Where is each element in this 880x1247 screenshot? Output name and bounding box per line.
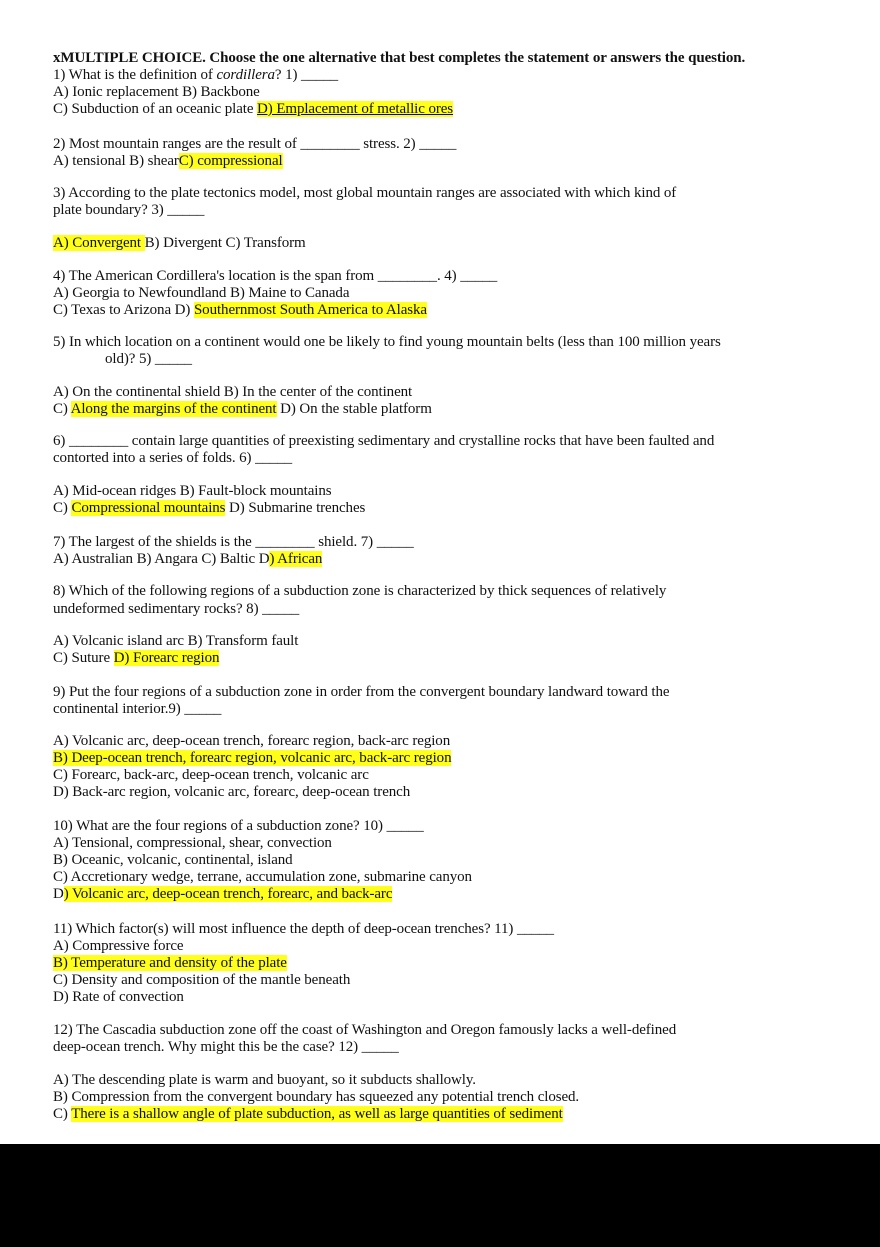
question-5-stem-line2: old)? 5) _____ <box>105 351 192 367</box>
question-6-stem-line2: contorted into a series of folds. 6) _____ <box>53 450 293 466</box>
question-9-option-d: D) Back-arc region, volcanic arc, forearc, deep-ocean trench <box>53 784 411 800</box>
question-11-option-c: C) Density and composition of the mantle beneath <box>53 972 351 988</box>
question-9-stem-line2: continental interior.9) _____ <box>53 701 222 717</box>
question-3-stem-line1: 3) According to the plate tectonics model, most global mountain ranges are associated with which kind of <box>53 185 677 201</box>
question-8-answer-highlight: D) Forearc region <box>113 650 220 666</box>
question-9-option-a: A) Volcanic arc, deep-ocean trench, forearc region, back-arc region <box>53 733 451 749</box>
question-2-options: A) tensional B) shearC) compressional <box>53 153 283 169</box>
question-11-option-a: A) Compressive force <box>53 938 184 954</box>
question-9-option-c: C) Forearc, back-arc, deep-ocean trench, volcanic arc <box>53 767 369 783</box>
question-12-option-c: C) There is a shallow angle of plate subduction, as well as large quantities of sediment <box>53 1106 563 1122</box>
question-10-option-d: D) Volcanic arc, deep-ocean trench, forearc, and back-arc <box>53 886 393 902</box>
question-6-options-cd: C) Compressional mountains D) Submarine trenches <box>53 500 366 516</box>
question-11-option-b <box>53 955 287 972</box>
question-10-answer-highlight: ) Volcanic arc, deep-ocean trench, forearc, and back-arc <box>63 886 393 902</box>
question-5-options-cd: C) Along the margins of the continent D) On the stable platform <box>53 401 432 417</box>
question-2-stem: 2) Most mountain ranges are the result of ________ stress. 2) _____ <box>53 136 457 152</box>
question-3-options: A) Convergent B) Divergent C) Transform <box>53 235 306 251</box>
question-10-stem: 10) What are the four regions of a subduction zone? 10) _____ <box>53 818 424 834</box>
question-1-options-cd: C) Subduction of an oceanic plate D) Emplacement of metallic ores <box>53 101 454 117</box>
question-8-options-cd: C) Suture D) Forearc region <box>53 650 220 666</box>
question-3-stem-line2: plate boundary? 3) _____ <box>53 202 205 218</box>
question-10-option-a: A) Tensional, compressional, shear, convection <box>53 835 332 851</box>
question-2-answer-highlight: C) compressional <box>178 153 283 169</box>
question-10-option-b: B) Oceanic, volcanic, continental, island <box>53 852 293 868</box>
section-header: xMULTIPLE CHOICE. Choose the one alternative that best completes the statement or answers the question. <box>53 50 746 66</box>
question-5-options-ab: A) On the continental shield B) In the center of the continent <box>53 384 413 400</box>
question-7-options: A) Australian B) Angara C) Baltic D) African <box>53 551 323 567</box>
question-1-answer-highlight: D) Emplacement of metallic ores <box>257 101 454 117</box>
question-12-answer-highlight: There is a shallow angle of plate subduction, as well as large quantities of sediment <box>71 1106 563 1122</box>
question-8-stem-line1: 8) Which of the following regions of a subduction zone is characterized by thick sequences of relatively <box>53 583 667 599</box>
question-11-answer-highlight: B) Temperature and density of the plate <box>53 955 287 971</box>
question-1-stem: 1) What is the definition of cordillera? 1) _____ <box>53 67 339 83</box>
question-4-stem: 4) The American Cordillera's location is the span from ________. 4) _____ <box>53 268 498 284</box>
question-7-answer-highlight: ) African <box>269 551 323 567</box>
question-12-stem-line1: 12) The Cascadia subduction zone off the coast of Washington and Oregon famously lacks a well-defined <box>53 1022 677 1038</box>
question-7-stem: 7) The largest of the shields is the ________ shield. 7) _____ <box>53 534 414 550</box>
question-8-stem-line2: undeformed sedimentary rocks? 8) _____ <box>53 601 300 617</box>
question-3-answer-highlight: A) Convergent <box>53 235 145 251</box>
question-12-option-b: B) Compression from the convergent boundary has squeezed any potential trench closed. <box>53 1089 580 1105</box>
question-11-stem: 11) Which factor(s) will most influence the depth of deep-ocean trenches? 11) _____ <box>53 921 554 937</box>
black-bottom-band <box>0 1144 880 1247</box>
question-8-options-ab: A) Volcanic island arc B) Transform fault <box>53 633 299 649</box>
question-12-stem-line2: deep-ocean trench. Why might this be the case? 12) _____ <box>53 1039 399 1055</box>
question-6-options-ab: A) Mid-ocean ridges B) Fault-block mountains <box>53 483 332 499</box>
question-11-option-d: D) Rate of convection <box>53 989 184 1005</box>
question-9-option-b <box>53 750 451 767</box>
question-6-stem-line1: 6) ________ contain large quantities of preexisting sedimentary and crystalline rocks that have been faulted and <box>53 433 715 449</box>
question-5-answer-highlight: Along the margins of the continent <box>70 401 277 417</box>
question-9-stem-line1: 9) Put the four regions of a subduction zone in order from the convergent boundary landward toward the <box>53 684 670 700</box>
question-6-answer-highlight: Compressional mountains <box>71 500 226 516</box>
question-4-answer-highlight: Southernmost South America to Alaska <box>193 302 427 318</box>
question-9-answer-highlight: B) Deep-ocean trench, forearc region, volcanic arc, back-arc region <box>53 750 452 766</box>
question-1-options-ab: A) Ionic replacement B) Backbone <box>53 84 260 100</box>
question-4-options-cd: C) Texas to Arizona D) Southernmost South America to Alaska <box>53 302 427 318</box>
question-5-stem-line1: 5) In which location on a continent would one be likely to find young mountain belts (less than 100 million years <box>53 334 721 350</box>
question-10-option-c: C) Accretionary wedge, terrane, accumulation zone, submarine canyon <box>53 869 472 885</box>
question-4-options-ab: A) Georgia to Newfoundland B) Maine to Canada <box>53 285 350 301</box>
question-12-option-a: A) The descending plate is warm and buoyant, so it subducts shallowly. <box>53 1072 476 1088</box>
